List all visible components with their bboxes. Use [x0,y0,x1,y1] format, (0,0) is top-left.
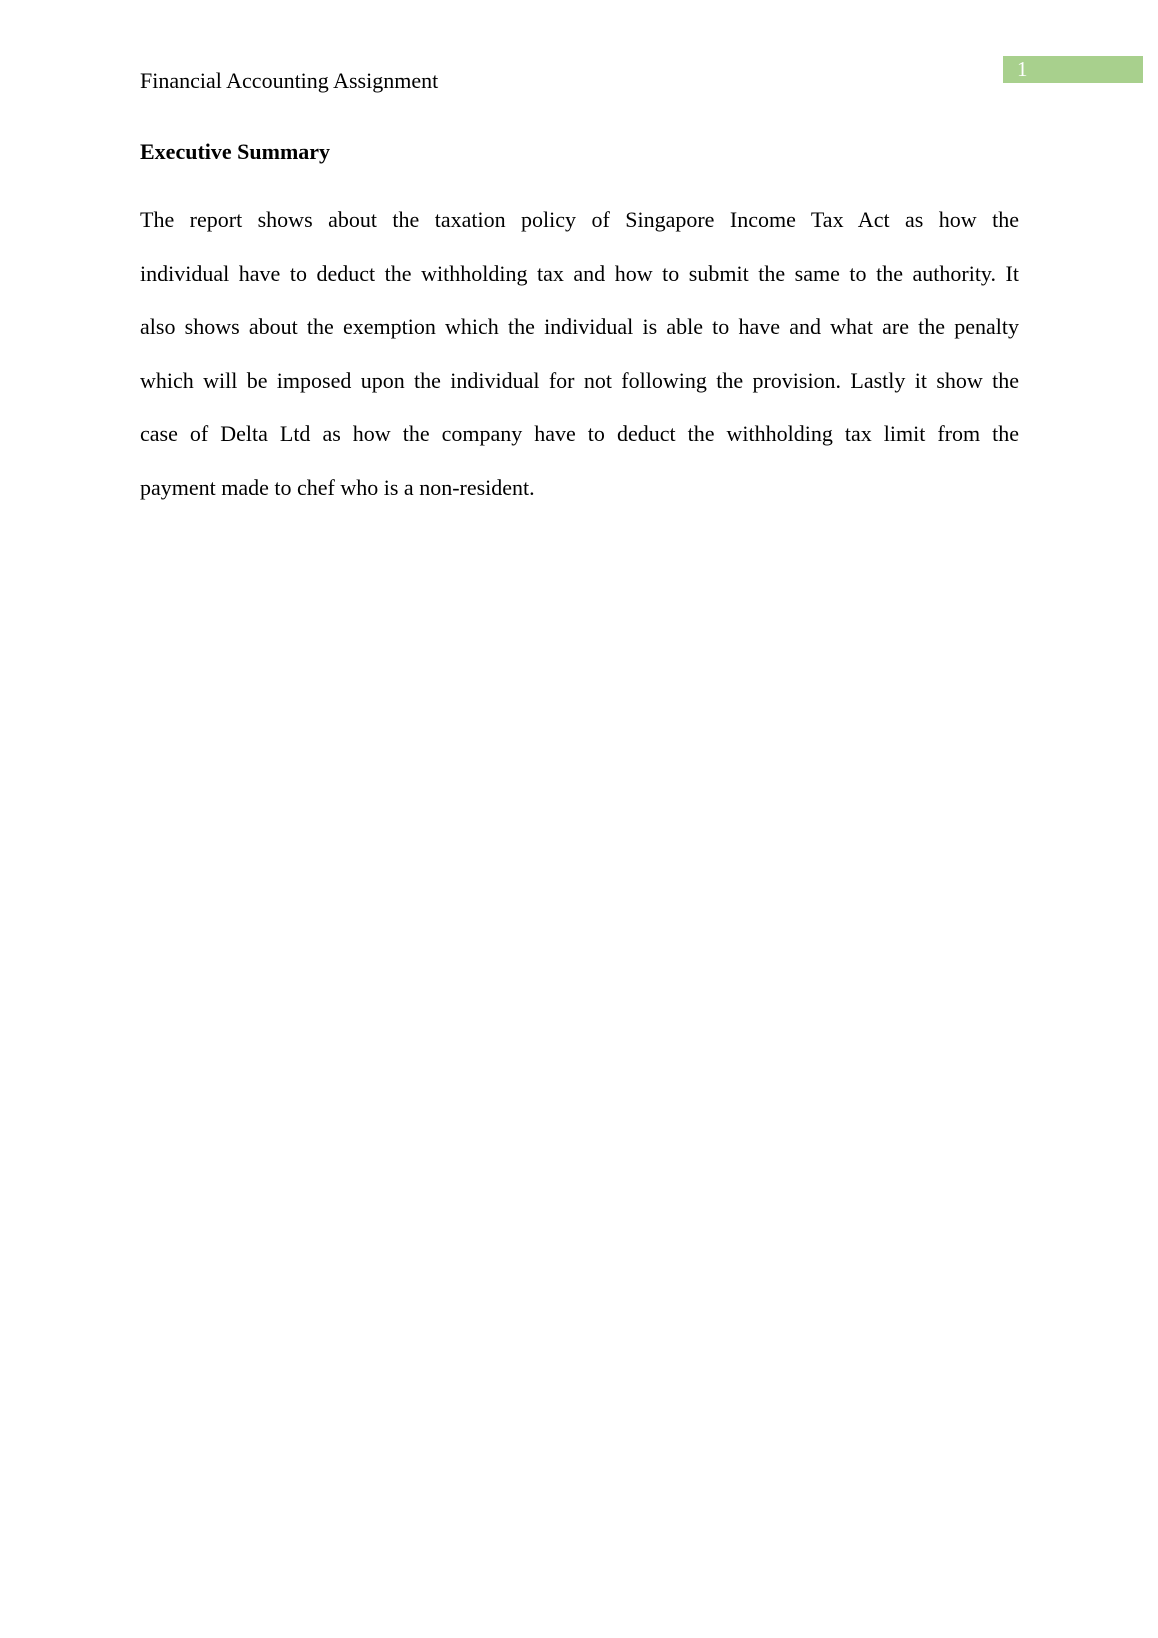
page-number: 1 [1017,57,1028,81]
executive-summary-paragraph [140,206,1019,527]
paragraph-line: The report shows about the taxation policy of Singapore Income Tax Act as how the [140,207,1019,232]
running-header-title: Financial Accounting Assignment [140,68,439,93]
paragraph-line: payment made to chef who is a non-resident. [140,474,535,500]
paragraph-line: which will be imposed upon the individual for not following the provision. Lastly it show the [140,367,1019,393]
page-number-badge [1003,56,1143,83]
paragraph-line: case of Delta Ltd as how the company have to deduct the withholding tax limit from the [140,421,1019,446]
section-heading: Executive Summary [140,139,331,164]
paragraph-line: also shows about the exemption which the individual is able to have and what are the penalty [140,314,1019,339]
paragraph-line: individual have to deduct the withholding tax and how to submit the same to the authority. It [140,260,1019,286]
